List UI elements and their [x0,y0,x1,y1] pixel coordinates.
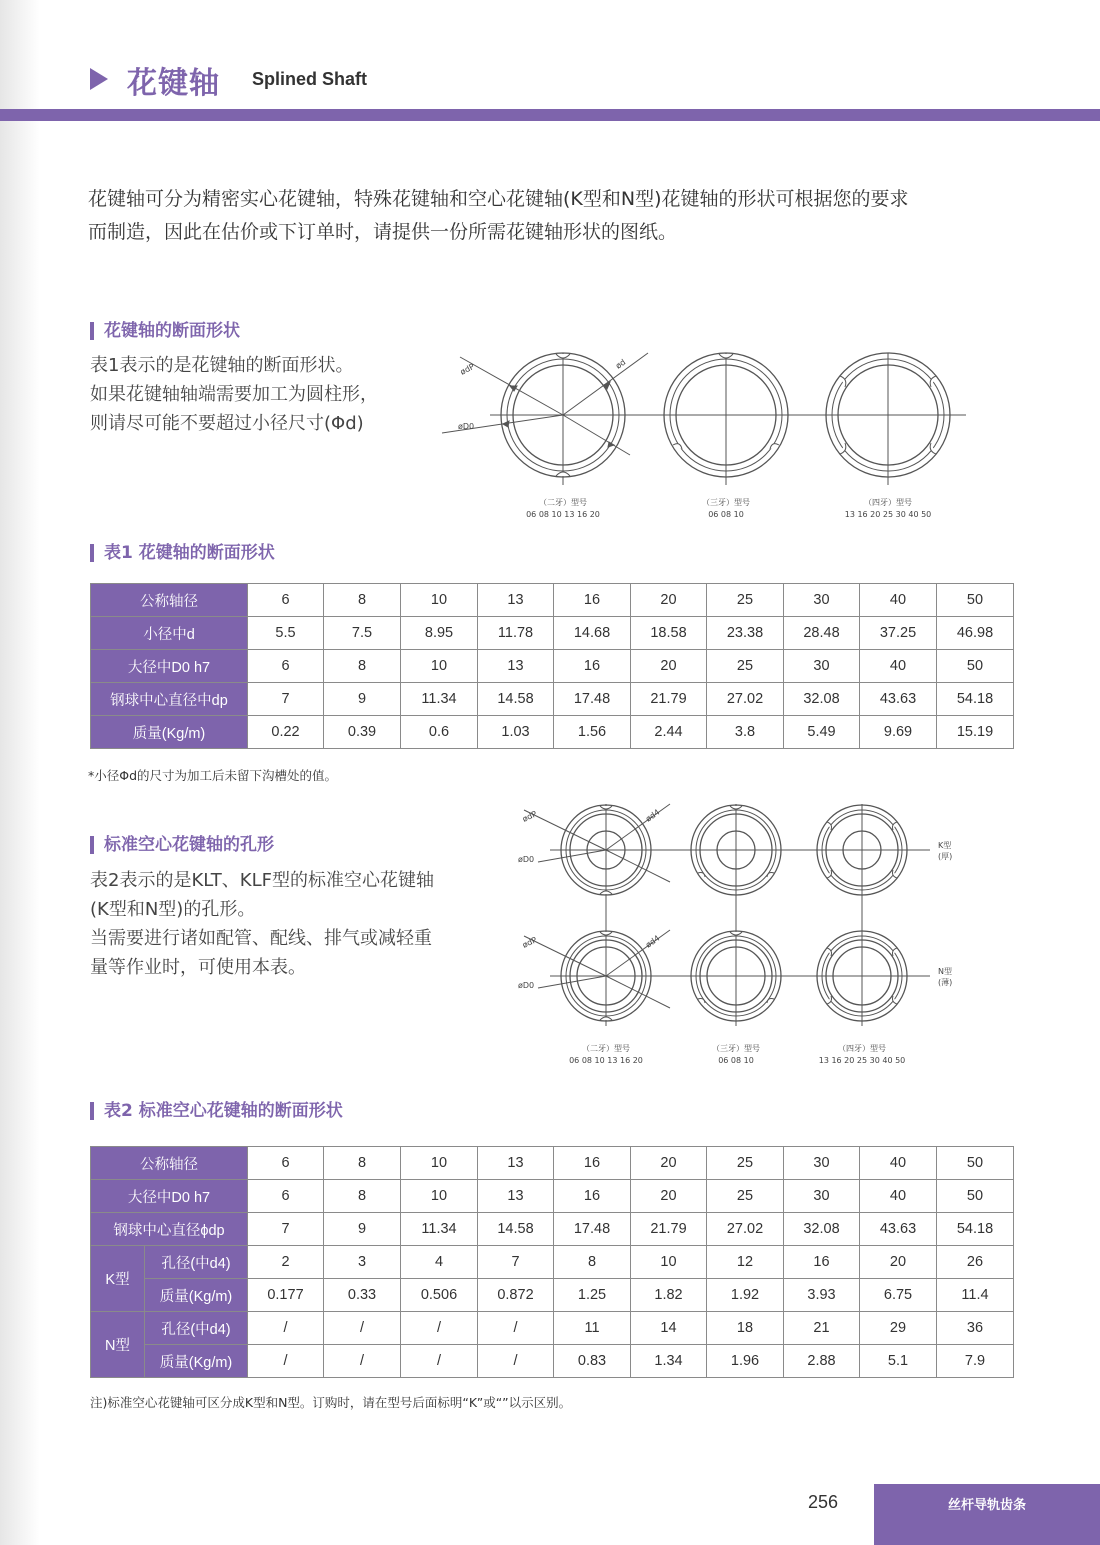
table-cell: / [401,1345,478,1378]
figure-caption-sizes: 13 16 20 25 30 40 50 [818,1056,906,1065]
row-header: 小径中d [91,617,248,650]
table-cell: 20 [631,584,707,617]
table-cell: 11.78 [478,617,554,650]
d0-dimension-label: øD0 [518,855,535,864]
table-cell: 8 [554,1246,631,1279]
table-cell: 2.44 [631,716,707,749]
table-cell: 13 [478,1147,554,1180]
table-cell: 25 [707,650,784,683]
table-cell: 27.02 [707,1213,784,1246]
table-cell: 30 [784,1180,860,1213]
table-cell: 13 [478,584,554,617]
table-cell: 13 [478,1180,554,1213]
figure-caption-sizes: 06 08 10 [708,510,744,519]
footer-category-tab: 丝杆导轨齿条 [874,1484,1100,1545]
table-cell: 18.58 [631,617,707,650]
table1-title: 表1 花键轴的断面形状 [90,543,275,563]
table-cell: 12 [707,1246,784,1279]
table-cell: 10 [401,1180,478,1213]
table-cell: / [248,1345,324,1378]
table-cell: 25 [707,1147,784,1180]
d0-dimension-label: øD0 [518,981,535,990]
section-title-cross-section: 花键轴的断面形状 [90,321,240,341]
table-cell: 3.8 [707,716,784,749]
table-cell: 7.5 [324,617,401,650]
d4-dimension-label: ød4 [643,807,662,824]
row-header: 孔径(中d4) [145,1246,248,1279]
table-cell: 14.58 [478,1213,554,1246]
table-cell: 8 [324,650,401,683]
table-cell: 11.34 [401,1213,478,1246]
intro-line: 而制造，因此在估价或下订单时，请提供一份所需花键轴形状的图纸。 [88,221,678,243]
n-type-note: (薄) [938,978,953,987]
figure-caption-sizes: 06 08 10 13 16 20 [526,510,600,519]
table-cell: 28.48 [784,617,860,650]
table-row [91,683,1014,716]
table-cell: 30 [784,1147,860,1180]
table-cell: 40 [860,584,937,617]
table-cell: 15.19 [937,716,1014,749]
page-subtitle: Splined Shaft [252,69,368,89]
table-cell: 21.79 [631,683,707,716]
table-cell: 9.69 [860,716,937,749]
table-cell: 1.34 [631,1345,707,1378]
dp-dimension-label: ødP [521,809,539,824]
description-line: 表1表示的是花键轴的断面形状。 [90,355,354,376]
table-cell: 4 [401,1246,478,1279]
table-cell: 14 [631,1312,707,1345]
description-line: 则请尽可能不要超过小径尺寸(Φd) [90,413,364,434]
table-cell: 1.25 [554,1279,631,1312]
table-cell: 20 [631,1147,707,1180]
table-cell: 40 [860,1180,937,1213]
table-cell: 1.82 [631,1279,707,1312]
table-cell: 7.9 [937,1345,1014,1378]
table-cell: 8 [324,1180,401,1213]
table-cell: 3.93 [784,1279,860,1312]
table-row [91,1147,1014,1180]
table-cell: 16 [554,584,631,617]
table-cell: 23.38 [707,617,784,650]
table-cell: 6 [248,1147,324,1180]
two-lug-shaft-drawing [442,353,648,485]
header-bar [0,109,1100,121]
table2-title: 表2 标准空心花键轴的断面形状 [90,1101,343,1121]
row-header: 钢球中心直径ϕdp [91,1213,248,1246]
section-title-hollow-shaft: 标准空心花键轴的孔形 [90,835,274,855]
table-cell: / [401,1312,478,1345]
table-cell: / [248,1312,324,1345]
table-cell: 14.58 [478,683,554,716]
table-cell: 16 [784,1246,860,1279]
table-cell: / [324,1345,401,1378]
table-cell: 0.6 [401,716,478,749]
table-cell: 54.18 [937,683,1014,716]
figure-caption-type: （二牙）型号 [539,498,587,507]
row-header: 质量(Kg/m) [91,716,248,749]
table-cell: 0.33 [324,1279,401,1312]
table-row [91,1246,1014,1279]
row-header: 公称轴径 [91,584,248,617]
table-cell: 16 [554,650,631,683]
table-cell: 7 [248,1213,324,1246]
table-cell: 0.83 [554,1345,631,1378]
description-line: (K型和N型)的孔形。 [90,899,256,920]
table-cell: 1.03 [478,716,554,749]
d4-dimension-label: ød4 [643,933,662,950]
table-cell: 16 [554,1180,631,1213]
table-cell: 11 [554,1312,631,1345]
table-cell: 21.79 [631,1213,707,1246]
table-cell: 18 [707,1312,784,1345]
row-header: 大径中D0 h7 [91,1180,248,1213]
table-cell: 0.39 [324,716,401,749]
row-header: 公称轴径 [91,1147,248,1180]
d-dimension-label: ød [613,357,628,371]
row-header: 质量(Kg/m) [145,1345,248,1378]
page-number: 256 [808,1492,839,1512]
table-cell: 7 [248,683,324,716]
table-cell: 11.4 [937,1279,1014,1312]
row-header: 孔径(中d4) [145,1312,248,1345]
table-cell: 1.92 [707,1279,784,1312]
table-cell: 50 [937,1147,1014,1180]
table-cell: 7 [478,1246,554,1279]
table-cell: 27.02 [707,683,784,716]
row-header: 钢球中心直径中dp [91,683,248,716]
table1-footnote: *小径Φd的尺寸为加工后未留下沟槽处的值。 [88,768,338,783]
table-cell: 25 [707,584,784,617]
table-cell: 13 [478,650,554,683]
d0-dimension-label: øD0 [458,422,475,431]
table-cell: 50 [937,584,1014,617]
table-cell: 10 [401,584,478,617]
row-header: 大径中D0 h7 [91,650,248,683]
table-cell: 10 [401,650,478,683]
table-cell: 43.63 [860,1213,937,1246]
four-lug-shaft-drawing [826,353,950,485]
dp-dimension-label: ødP [458,361,477,377]
table-cell: 5.1 [860,1345,937,1378]
table-cell: 0.177 [248,1279,324,1312]
three-lug-shaft-drawing [664,353,788,485]
table-cell: 8 [324,584,401,617]
page-edge-shade [0,0,40,1545]
table-row [91,1345,1014,1378]
k-type-note: (厚) [938,852,953,861]
table-cell: 10 [631,1246,707,1279]
description-line: 表2表示的是KLT、KLF型的标准空心花键轴 [90,870,434,891]
table-cell: / [478,1312,554,1345]
figure-caption-type: （四牙）型号 [864,498,912,507]
table-cell: 8.95 [401,617,478,650]
table-cell: 29 [860,1312,937,1345]
table-cell: 1.96 [707,1345,784,1378]
table-row [91,1279,1014,1312]
table-cell: 17.48 [554,683,631,716]
table-row [91,1180,1014,1213]
table-cell: 1.56 [554,716,631,749]
page-title: 花键轴 [127,66,220,101]
table-cell: 2 [248,1246,324,1279]
table-cell: 6.75 [860,1279,937,1312]
table-cell: 26 [937,1246,1014,1279]
dp-dimension-label: ødP [521,935,539,950]
figure-caption-type: （三牙）型号 [712,1044,760,1053]
table-row [91,617,1014,650]
table-cell: 32.08 [784,683,860,716]
table-cell: 30 [784,650,860,683]
table-cell: 11.34 [401,683,478,716]
table-cell: 21 [784,1312,860,1345]
solid-shaft-cross-section-figure [430,345,990,530]
row-header: 质量(Kg/m) [145,1279,248,1312]
table-cell: 40 [860,1147,937,1180]
table-cell: 0.872 [478,1279,554,1312]
table-cell: 50 [937,650,1014,683]
table-cell: 5.5 [248,617,324,650]
description-line: 当需要进行诸如配管、配线、排气或减轻重 [90,928,432,949]
table-cell: 9 [324,1213,401,1246]
table-cell: 36 [937,1312,1014,1345]
figure-caption-sizes: 06 08 10 [718,1056,754,1065]
table-cell: 16 [554,1147,631,1180]
table1-solid-shaft-specs [90,583,1014,749]
table-cell: 6 [248,584,324,617]
section-description [90,351,378,438]
table-cell: 40 [860,650,937,683]
section-description [90,866,434,982]
table-row [91,584,1014,617]
header-arrow-icon [90,68,108,90]
table-cell: / [324,1312,401,1345]
table-cell: / [478,1345,554,1378]
table-cell: 43.63 [860,683,937,716]
figure-caption-sizes: 13 16 20 25 30 40 50 [844,510,932,519]
table-cell: 20 [631,1180,707,1213]
table-cell: 17.48 [554,1213,631,1246]
table-cell: 37.25 [860,617,937,650]
table2-footnote: 注)标准空心花键轴可区分成K型和N型。订购时，请在型号后面标明“K”或“”以示区别。 [90,1395,572,1410]
table-cell: 9 [324,683,401,716]
table-cell: 14.68 [554,617,631,650]
table-cell: 30 [784,584,860,617]
table-cell: 54.18 [937,1213,1014,1246]
table-cell: 2.88 [784,1345,860,1378]
table-cell: 0.506 [401,1279,478,1312]
table-cell: 46.98 [937,617,1014,650]
table-cell: 6 [248,1180,324,1213]
figure-caption-sizes: 06 08 10 13 16 20 [569,1056,643,1065]
table-row [91,650,1014,683]
table-cell: 5.49 [784,716,860,749]
figure-caption-type: （二牙）型号 [582,1044,630,1053]
table-cell: 50 [937,1180,1014,1213]
table-row [91,1213,1014,1246]
hollow-shaft-cross-section-figure [510,800,980,1070]
table-cell: 8 [324,1147,401,1180]
k-type-label: K型 [938,841,952,850]
table-cell: 25 [707,1180,784,1213]
table-row [91,1312,1014,1345]
table-row [91,716,1014,749]
intro-line: 花键轴可分为精密实心花键轴，特殊花键轴和空心花键轴(K型和N型)花键轴的形状可根据您的要求 [88,188,909,210]
table-cell: 32.08 [784,1213,860,1246]
table-cell: 20 [631,650,707,683]
n-type-label: N型 [938,967,952,976]
figure-caption-type: （三牙）型号 [702,498,750,507]
group-header: N型 [91,1312,145,1378]
intro-paragraph [88,183,1018,249]
table-cell: 0.22 [248,716,324,749]
table-cell: 20 [860,1246,937,1279]
description-line: 如果花键轴轴端需要加工为圆柱形， [90,384,378,405]
table-cell: 10 [401,1147,478,1180]
table2-hollow-shaft-specs [90,1146,1014,1378]
group-header: K型 [91,1246,145,1312]
description-line: 量等作业时，可使用本表。 [90,957,306,978]
table-cell: 3 [324,1246,401,1279]
figure-caption-type: （四牙）型号 [838,1044,886,1053]
table-cell: 6 [248,650,324,683]
